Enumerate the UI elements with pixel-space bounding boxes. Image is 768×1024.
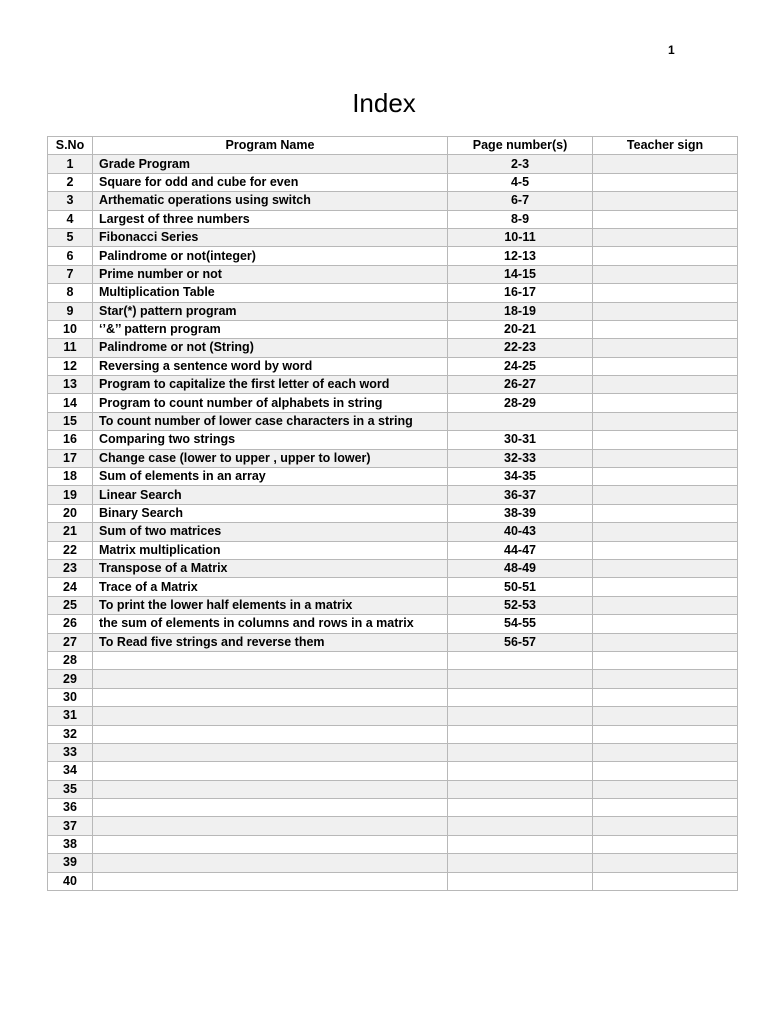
row-program-name	[93, 780, 448, 798]
row-program-name: Linear Search	[93, 486, 448, 504]
row-teacher-sign	[593, 192, 738, 210]
row-sno: 13	[48, 376, 93, 394]
row-teacher-sign	[593, 559, 738, 577]
table-row	[48, 835, 738, 853]
table-row	[48, 817, 738, 835]
row-teacher-sign	[593, 541, 738, 559]
table-row	[48, 155, 738, 173]
row-teacher-sign	[593, 302, 738, 320]
row-page-numbers: 24-25	[448, 357, 593, 375]
row-page-numbers: 28-29	[448, 394, 593, 412]
row-teacher-sign	[593, 835, 738, 853]
table-row	[48, 284, 738, 302]
row-sno: 14	[48, 394, 93, 412]
row-sno: 12	[48, 357, 93, 375]
page-title: Index	[352, 88, 416, 118]
row-program-name: Change case (lower to upper , upper to lower)	[93, 449, 448, 467]
row-program-name: Fibonacci Series	[93, 228, 448, 246]
row-sno: 18	[48, 468, 93, 486]
table-row	[48, 504, 738, 522]
row-program-name	[93, 670, 448, 688]
table-row	[48, 265, 738, 283]
row-sno: 29	[48, 670, 93, 688]
table-row	[48, 228, 738, 246]
row-teacher-sign	[593, 854, 738, 872]
row-page-numbers: 14-15	[448, 265, 593, 283]
row-page-numbers	[448, 707, 593, 725]
row-program-name: Program to capitalize the first letter of each word	[93, 376, 448, 394]
row-teacher-sign	[593, 523, 738, 541]
row-sno: 23	[48, 559, 93, 577]
row-teacher-sign	[593, 173, 738, 191]
row-sno: 39	[48, 854, 93, 872]
row-program-name: Program to count number of alphabets in string	[93, 394, 448, 412]
row-sno: 5	[48, 228, 93, 246]
row-teacher-sign	[593, 707, 738, 725]
row-program-name	[93, 854, 448, 872]
row-page-numbers: 6-7	[448, 192, 593, 210]
row-sno: 37	[48, 817, 93, 835]
row-sno: 24	[48, 578, 93, 596]
row-teacher-sign	[593, 762, 738, 780]
table-row	[48, 302, 738, 320]
row-teacher-sign	[593, 725, 738, 743]
row-teacher-sign	[593, 596, 738, 614]
row-teacher-sign	[593, 412, 738, 430]
row-sno: 6	[48, 247, 93, 265]
row-program-name: To Read five strings and reverse them	[93, 633, 448, 651]
row-page-numbers	[448, 670, 593, 688]
row-teacher-sign	[593, 688, 738, 706]
row-teacher-sign	[593, 320, 738, 338]
row-sno: 2	[48, 173, 93, 191]
row-sno: 8	[48, 284, 93, 302]
row-sno: 40	[48, 872, 93, 890]
table-row	[48, 486, 738, 504]
row-program-name	[93, 688, 448, 706]
row-program-name: Sum of two matrices	[93, 523, 448, 541]
row-page-numbers: 36-37	[448, 486, 593, 504]
row-program-name: Star(*) pattern program	[93, 302, 448, 320]
table-header-row	[48, 137, 738, 155]
table-row	[48, 707, 738, 725]
table-row	[48, 559, 738, 577]
table-row	[48, 320, 738, 338]
row-page-numbers: 32-33	[448, 449, 593, 467]
row-sno: 35	[48, 780, 93, 798]
table-row	[48, 799, 738, 817]
table-row	[48, 431, 738, 449]
row-program-name: Prime number or not	[93, 265, 448, 283]
table-body	[48, 155, 738, 891]
row-program-name: Sum of elements in an array	[93, 468, 448, 486]
row-page-numbers: 22-23	[448, 339, 593, 357]
header-teacher-sign: Teacher sign	[593, 137, 738, 155]
row-page-numbers: 34-35	[448, 468, 593, 486]
row-page-numbers: 4-5	[448, 173, 593, 191]
row-program-name: Transpose of a Matrix	[93, 559, 448, 577]
table-row	[48, 376, 738, 394]
row-teacher-sign	[593, 247, 738, 265]
row-program-name	[93, 835, 448, 853]
row-sno: 15	[48, 412, 93, 430]
table-row	[48, 541, 738, 559]
table-row	[48, 854, 738, 872]
row-program-name	[93, 651, 448, 669]
row-teacher-sign	[593, 357, 738, 375]
table-row	[48, 670, 738, 688]
row-program-name: Largest of three numbers	[93, 210, 448, 228]
row-teacher-sign	[593, 817, 738, 835]
row-sno: 9	[48, 302, 93, 320]
row-program-name: Square for odd and cube for even	[93, 173, 448, 191]
table-row	[48, 173, 738, 191]
row-page-numbers: 16-17	[448, 284, 593, 302]
row-program-name: To count number of lower case characters in a string	[93, 412, 448, 430]
row-teacher-sign	[593, 210, 738, 228]
row-sno: 1	[48, 155, 93, 173]
row-program-name: the sum of elements in columns and rows in a matrix	[93, 615, 448, 633]
row-page-numbers: 18-19	[448, 302, 593, 320]
table-row	[48, 596, 738, 614]
row-sno: 36	[48, 799, 93, 817]
row-teacher-sign	[593, 578, 738, 596]
row-page-numbers	[448, 835, 593, 853]
row-page-numbers	[448, 799, 593, 817]
row-program-name	[93, 725, 448, 743]
page-number: 1	[668, 43, 675, 57]
row-teacher-sign	[593, 633, 738, 651]
row-program-name: ‘’&’’ pattern program	[93, 320, 448, 338]
row-teacher-sign	[593, 780, 738, 798]
header-page-numbers: Page number(s)	[448, 137, 593, 155]
row-teacher-sign	[593, 155, 738, 173]
row-page-numbers: 2-3	[448, 155, 593, 173]
row-teacher-sign	[593, 394, 738, 412]
row-page-numbers: 38-39	[448, 504, 593, 522]
table-row	[48, 780, 738, 798]
row-teacher-sign	[593, 743, 738, 761]
row-sno: 33	[48, 743, 93, 761]
row-program-name	[93, 743, 448, 761]
row-teacher-sign	[593, 228, 738, 246]
index-table	[47, 136, 738, 891]
row-page-numbers: 40-43	[448, 523, 593, 541]
row-page-numbers: 52-53	[448, 596, 593, 614]
row-teacher-sign	[593, 670, 738, 688]
row-program-name: Multiplication Table	[93, 284, 448, 302]
row-program-name: Matrix multiplication	[93, 541, 448, 559]
row-teacher-sign	[593, 265, 738, 283]
row-program-name	[93, 817, 448, 835]
table-row	[48, 762, 738, 780]
row-page-numbers: 54-55	[448, 615, 593, 633]
row-sno: 22	[48, 541, 93, 559]
table-row	[48, 357, 738, 375]
row-sno: 38	[48, 835, 93, 853]
row-page-numbers	[448, 780, 593, 798]
table-row	[48, 339, 738, 357]
row-sno: 26	[48, 615, 93, 633]
row-teacher-sign	[593, 486, 738, 504]
row-teacher-sign	[593, 284, 738, 302]
row-page-numbers: 48-49	[448, 559, 593, 577]
row-teacher-sign	[593, 872, 738, 890]
row-sno: 34	[48, 762, 93, 780]
header-sno: S.No	[48, 137, 93, 155]
row-sno: 21	[48, 523, 93, 541]
row-sno: 25	[48, 596, 93, 614]
row-teacher-sign	[593, 615, 738, 633]
row-page-numbers	[448, 743, 593, 761]
row-sno: 30	[48, 688, 93, 706]
row-program-name: Grade Program	[93, 155, 448, 173]
table-row	[48, 615, 738, 633]
row-sno: 3	[48, 192, 93, 210]
row-sno: 10	[48, 320, 93, 338]
row-sno: 7	[48, 265, 93, 283]
row-page-numbers: 26-27	[448, 376, 593, 394]
row-page-numbers: 56-57	[448, 633, 593, 651]
row-sno: 17	[48, 449, 93, 467]
row-page-numbers: 10-11	[448, 228, 593, 246]
row-program-name: Palindrome or not(integer)	[93, 247, 448, 265]
row-page-numbers: 20-21	[448, 320, 593, 338]
row-teacher-sign	[593, 468, 738, 486]
row-sno: 16	[48, 431, 93, 449]
row-teacher-sign	[593, 339, 738, 357]
row-program-name: Reversing a sentence word by word	[93, 357, 448, 375]
row-program-name	[93, 799, 448, 817]
row-program-name: To print the lower half elements in a matrix	[93, 596, 448, 614]
header-program-name: Program Name	[93, 137, 448, 155]
table-row	[48, 412, 738, 430]
row-teacher-sign	[593, 504, 738, 522]
table-row	[48, 394, 738, 412]
row-program-name: Binary Search	[93, 504, 448, 522]
table-row	[48, 192, 738, 210]
row-teacher-sign	[593, 431, 738, 449]
row-teacher-sign	[593, 651, 738, 669]
row-page-numbers	[448, 688, 593, 706]
row-sno: 20	[48, 504, 93, 522]
table-row	[48, 578, 738, 596]
row-program-name	[93, 872, 448, 890]
row-page-numbers	[448, 651, 593, 669]
table-row	[48, 449, 738, 467]
table-row	[48, 688, 738, 706]
row-teacher-sign	[593, 799, 738, 817]
row-sno: 32	[48, 725, 93, 743]
table-row	[48, 872, 738, 890]
table-row	[48, 633, 738, 651]
row-sno: 19	[48, 486, 93, 504]
row-page-numbers	[448, 872, 593, 890]
row-program-name: Palindrome or not (String)	[93, 339, 448, 357]
table-row	[48, 210, 738, 228]
row-page-numbers	[448, 817, 593, 835]
row-teacher-sign	[593, 449, 738, 467]
row-page-numbers	[448, 725, 593, 743]
row-sno: 27	[48, 633, 93, 651]
row-program-name: Comparing two strings	[93, 431, 448, 449]
row-teacher-sign	[593, 376, 738, 394]
row-page-numbers: 12-13	[448, 247, 593, 265]
row-sno: 11	[48, 339, 93, 357]
row-page-numbers	[448, 412, 593, 430]
row-page-numbers	[448, 854, 593, 872]
row-page-numbers: 8-9	[448, 210, 593, 228]
table-row	[48, 725, 738, 743]
table-row	[48, 523, 738, 541]
row-program-name: Trace of a Matrix	[93, 578, 448, 596]
row-page-numbers	[448, 762, 593, 780]
row-page-numbers: 50-51	[448, 578, 593, 596]
row-sno: 31	[48, 707, 93, 725]
row-program-name	[93, 762, 448, 780]
table-row	[48, 651, 738, 669]
row-page-numbers: 30-31	[448, 431, 593, 449]
row-program-name	[93, 707, 448, 725]
row-sno: 28	[48, 651, 93, 669]
table-row	[48, 247, 738, 265]
table-row	[48, 468, 738, 486]
table-row	[48, 743, 738, 761]
row-sno: 4	[48, 210, 93, 228]
row-page-numbers: 44-47	[448, 541, 593, 559]
row-program-name: Arthematic operations using switch	[93, 192, 448, 210]
